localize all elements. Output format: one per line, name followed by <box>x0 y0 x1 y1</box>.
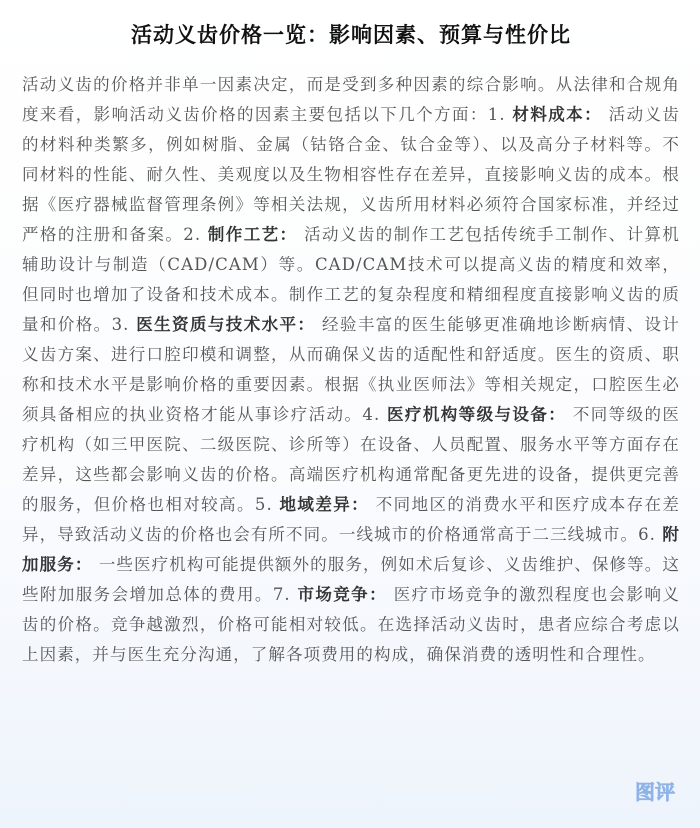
factor-1-text: 活动义齿的材料种类繁多，例如树脂、金属（钴铬合金、钛合金等）、以及高分子材料等。不同材料的性能、耐久性、美观度以及生物相容性存在差异，直接影响义齿的成本。根据《医疗器械监督管理条例》等相关法规，义齿所用材料必须符合国家标准，并经过严格的注册和备案。 <box>22 105 680 244</box>
factor-3-label: 医生资质与技术水平： <box>136 315 316 334</box>
factor-5-text: 不同地区的消费水平和医疗成本存在差异，导致活动义齿的价格也会有所不同。一线城市的价格通常高于二三线城市。 <box>22 495 680 544</box>
watermark-logo-text: 图评 <box>635 780 675 804</box>
watermark-logo <box>632 778 678 804</box>
factor-4-text: 不同等级的医疗机构（如三甲医院、二级医院、诊所等）在设备、人员配置、服务水平等方面存在差异，这些都会影响义齿的价格。高端医疗机构通常配备更先进的设备，提供更完善的服务，但价格也相对较高。 <box>22 405 680 514</box>
page-title: 活动义齿价格一览：影响因素、预算与性价比 <box>131 23 571 47</box>
factor-4-number: 4. <box>362 405 381 424</box>
factor-5-number: 5. <box>254 495 273 514</box>
factor-3-text: 经验丰富的医生能够更准确地诊断病情、设计义齿方案、进行口腔印模和调整，从而确保义齿的适配性和舒适度。医生的资质、职称和技术水平是影响价格的重要因素。根据《执业医师法》等相关规定，口腔医生必须具备相应的执业资格才能从事诊疗活动。 <box>22 315 681 424</box>
conclusion-text: 在选择活动义齿时，患者应综合考虑以上因素，并与医生充分沟通，了解各项费用的构成，确保消费的透明性和合理性。 <box>22 615 681 664</box>
factor-1-number: 1. <box>487 105 506 124</box>
factor-7-text: 医疗市场竞争的激烈程度也会影响义齿的价格。竞争越激烈，价格可能相对较低。 <box>22 585 681 634</box>
factor-7-label: 市场竞争： <box>297 585 388 604</box>
article-body <box>22 70 680 670</box>
factor-2-label: 制作工艺： <box>207 225 298 244</box>
factor-2-text: 活动义齿的制作工艺包括传统手工制作、计算机辅助设计与制造（CAD/CAM）等。CAD/CAM技术可以提高义齿的精度和效率，但同时也增加了设备和技术成本。制作工艺的复杂程度和精细程度直接影响义齿的质量和价格。 <box>22 225 680 334</box>
factor-6-text: 一些医疗机构可能提供额外的服务，例如术后复诊、义齿维护、保修等。这些附加服务会增加总体的费用。 <box>22 555 680 604</box>
article <box>22 0 680 670</box>
factor-3-number: 3. <box>111 315 130 334</box>
factor-4-label: 医疗机构等级与设备： <box>387 405 567 424</box>
factor-1-label: 材料成本： <box>512 105 602 124</box>
factor-2-number: 2. <box>183 225 202 244</box>
intro-text: 活动义齿的价格并非单一因素决定，而是受到多种因素的综合影响。从法律和合规角度来看，影响活动义齿价格的因素主要包括以下几个方面： <box>22 75 680 124</box>
factor-6-label: 附加服务： <box>22 525 680 574</box>
factor-5-label: 地域差异： <box>279 495 370 514</box>
factor-6-number: 6. <box>638 525 657 544</box>
factor-7-number: 7. <box>272 585 291 604</box>
